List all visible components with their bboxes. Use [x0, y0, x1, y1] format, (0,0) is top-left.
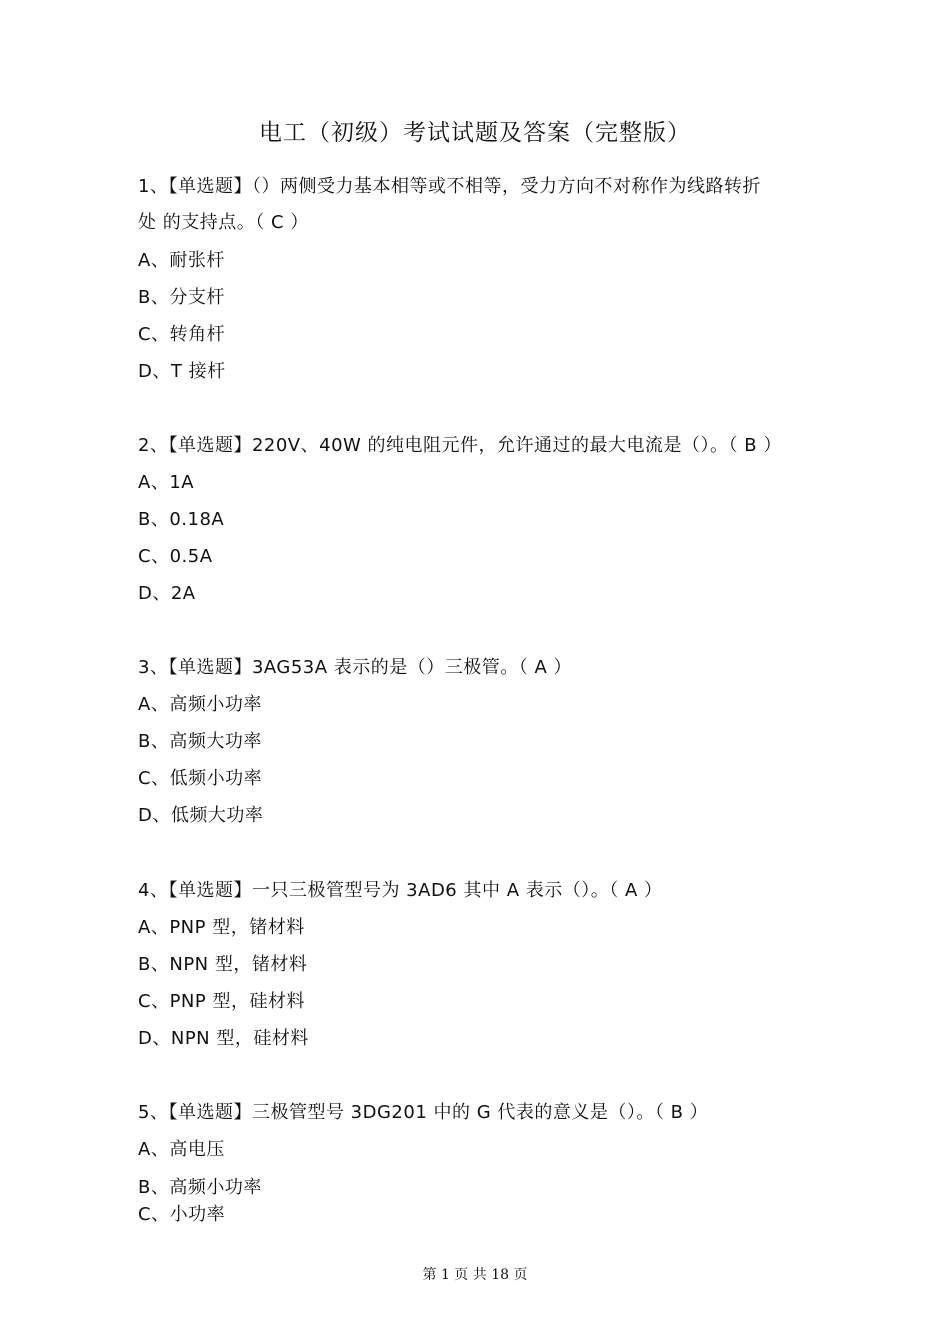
question-4-stem: 4、【单选题】一只三极管型号为 3AD6 其中 A 表示（）。（ A ）: [138, 880, 663, 901]
question-2-option-a: A、1A: [138, 472, 195, 493]
question-2-stem: 2、【单选题】220V、40W 的纯电阻元件，允许通过的最大电流是（）。（ B ）: [138, 435, 782, 456]
question-3-option-a: A、高频小功率: [138, 694, 262, 715]
question-4-option-d: D、NPN 型，硅材料: [138, 1028, 309, 1049]
question-5-stem: 5、【单选题】三极管型号 3DG201 中的 G 代表的意义是（）。（ B ）: [138, 1102, 709, 1123]
question-1-option-a: A、耐张杆: [138, 250, 225, 271]
question-1-option-d: D、T 接杆: [138, 361, 226, 382]
page-title: 电工（初级）考试试题及答案（完整版）: [259, 120, 691, 146]
question-4-option-a: A、PNP 型，锗材料: [138, 917, 305, 938]
question-3-option-c: C、低频小功率: [138, 768, 263, 789]
question-1-stem-cont: 处 的支持点。（ C ）: [138, 212, 309, 233]
question-2-option-b: B、0.18A: [138, 509, 225, 530]
page-number-footer: 第 1 页 共 18 页: [422, 1267, 528, 1283]
question-1-stem: 1、【单选题】（）两侧受力基本相等或不相等，受力方向不对称作为线路转折: [138, 176, 761, 197]
question-3-option-d: D、低频大功率: [138, 805, 264, 826]
question-5-option-b: B、高频小功率: [138, 1177, 262, 1198]
question-5-option-a: A、高电压: [138, 1139, 225, 1160]
question-4-option-c: C、PNP 型，硅材料: [138, 991, 305, 1012]
question-4-option-b: B、NPN 型，锗材料: [138, 954, 308, 975]
question-5-option-c: C、小功率: [138, 1204, 226, 1225]
question-2-option-d: D、2A: [138, 583, 196, 604]
question-3-stem: 3、【单选题】3AG53A 表示的是（）三极管。（ A ）: [138, 657, 573, 678]
question-2-option-c: C、0.5A: [138, 546, 213, 567]
question-3-option-b: B、高频大功率: [138, 731, 262, 752]
question-1-option-c: C、转角杆: [138, 324, 226, 345]
question-1-option-b: B、分支杆: [138, 287, 225, 308]
